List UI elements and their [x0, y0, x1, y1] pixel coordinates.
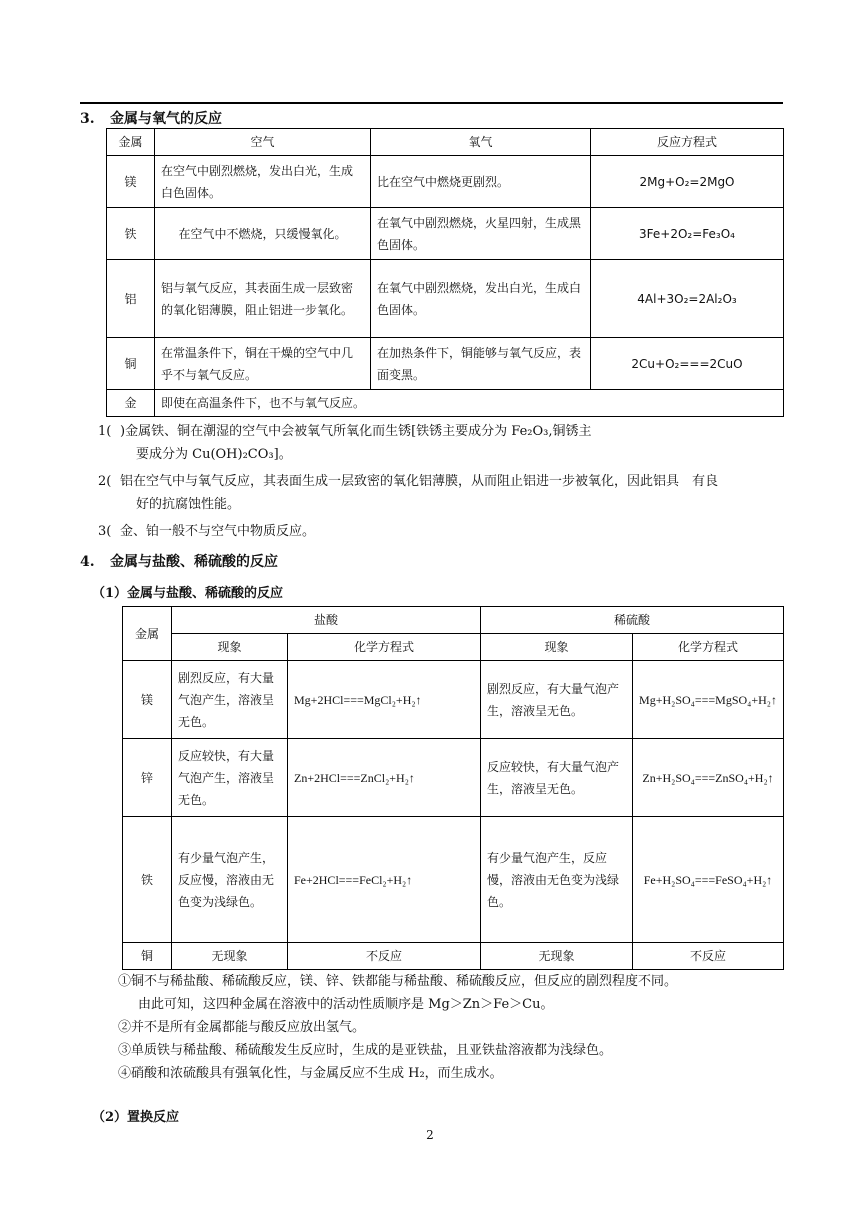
header-oxygen: 氧气 — [371, 129, 591, 156]
table-row: 镁 在空气中剧烈燃烧，发出白光，生成白色固体。 比在空气中燃烧更剧烈。 2Mg+O₂=2MgO — [107, 156, 784, 208]
table-row: 镁 剧烈反应，有大量气泡产生，溶液呈无色。 Mg+2HCl===MgCl₂+H₂↑ 剧烈反应，有大量气泡产生，溶液呈无色。 Mg+H₂SO₄===MgSO₄+H₂↑ — [123, 661, 784, 739]
table-row: 铜 在常温条件下，铜在干燥的空气中几乎不与氧气反应。 在加热条件下，铜能够与氧气反应，表面变黑。 2Cu+O₂===2CuO — [107, 338, 784, 390]
section-4-notes — [118, 970, 788, 1085]
section-4-heading: 4. 金属与盐酸、稀硫酸的反应 — [80, 554, 278, 570]
metal-oxygen-table — [106, 128, 784, 417]
table-header-row: 现象 化学方程式 现象 化学方程式 — [123, 634, 784, 661]
table-row: 铝 铝与氧气反应，其表面生成一层致密的氧化铝薄膜，阻止铝进一步氧化。 在氧气中剧烈燃烧，发出白光，生成白色固体。 4Al+3O₂=2Al₂O₃ — [107, 260, 784, 338]
header-air: 空气 — [155, 129, 371, 156]
table-row: 铜 无现象 不反应 无现象 不反应 — [123, 943, 784, 970]
table-row: 铁 有少量气泡产生，反应慢，溶液由无色变为浅绿色。 Fe+2HCl===FeCl₂+H₂↑ 有少量气泡产生，反应慢，溶液由无色变为浅绿色。 Fe+H₂SO₄===FeSO₄+H₂↑ — [123, 817, 784, 943]
metal-acid-table — [122, 606, 784, 970]
note-line: ④硝酸和浓硫酸具有强氧化性，与金属反应不生成 H₂，而生成水。 — [118, 1066, 503, 1081]
note-line: 由此可知，这四种金属在溶液中的活动性质顺序是 Mg＞Zn＞Fe＞Cu。 — [138, 997, 554, 1012]
table-header-row — [107, 129, 784, 156]
section-3-note-3: 3( 金、铂一般不与空气中物质反应。 — [98, 524, 316, 539]
note-line: ②并不是所有金属都能与酸反应放出氢气。 — [118, 1020, 366, 1035]
top-rule — [80, 102, 783, 104]
note-line: ③单质铁与稀盐酸、稀硫酸发生反应时，生成的是亚铁盐，且亚铁盐溶液都为浅绿色。 — [118, 1043, 613, 1058]
table-row: 金 即使在高温条件下，也不与氧气反应。 — [107, 390, 784, 417]
subsection-1-heading: （1）金属与盐酸、稀硫酸的反应 — [92, 586, 284, 601]
header-metal: 金属 — [107, 129, 155, 156]
page-number: 2 — [426, 1128, 434, 1142]
section-3-note-2: 2( 铝在空气中与氧气反应，其表面生成一层致密的氧化铝薄膜，从而阻止铝进一步被氧化，因此铝具 有良 好的抗腐蚀性能。 — [98, 474, 719, 512]
table-row: 锌 反应较快，有大量气泡产生，溶液呈无色。 Zn+2HCl===ZnCl₂+H₂↑ 反应较快，有大量气泡产生，溶液呈无色。 Zn+H₂SO₄===ZnSO₄+H₂↑ — [123, 739, 784, 817]
subsection-2-heading: （2）置换反应 — [92, 1110, 180, 1125]
section-3-note-1: 1( )金属铁、铜在潮湿的空气中会被氧气所氧化而生锈[铁锈主要成分为 Fe₂O₃,铜锈主 要成分为 Cu(OH)₂CO₃]。 — [98, 424, 592, 462]
header-equation: 反应方程式 — [591, 129, 784, 156]
note-line: ①铜不与稀盐酸、稀硫酸反应，镁、锌、铁都能与稀盐酸、稀硫酸反应，但反应的剧烈程度不同。 — [118, 974, 678, 989]
table-row: 铁 在空气中不燃烧，只缓慢氧化。 在氧气中剧烈燃烧，火星四射，生成黑色固体。 3Fe+2O₂=Fe₃O₄ — [107, 208, 784, 260]
table-header-row: 金属 盐酸 稀硫酸 — [123, 607, 784, 634]
section-3-heading: 3. 金属与氧气的反应 — [80, 111, 222, 127]
